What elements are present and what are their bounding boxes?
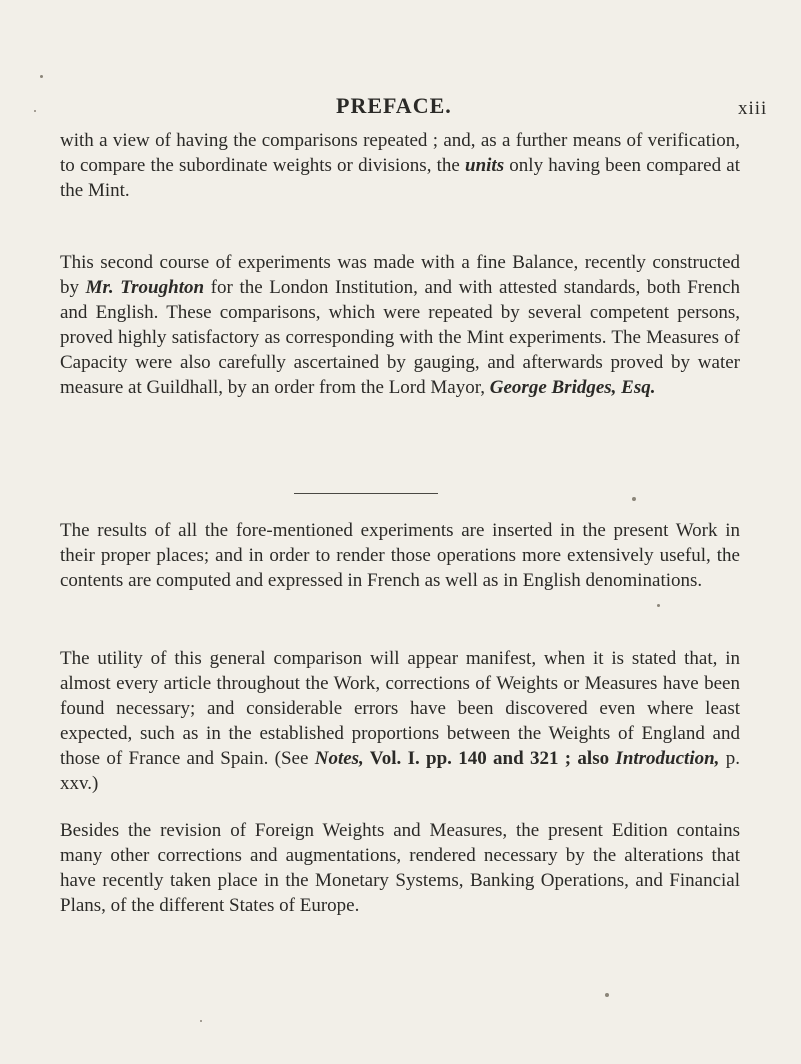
paper-speck bbox=[657, 604, 660, 607]
paragraph-3 bbox=[60, 518, 740, 593]
paper-speck bbox=[605, 993, 609, 997]
paragraph-2 bbox=[60, 250, 740, 400]
notes-reference: Notes, bbox=[314, 748, 364, 769]
paragraph-2-text-b: for the London Institution, and with attested standards, both French and English. These comparisons, which were repeated by several competent persons, proved highly satisfactory as corresponding with the Mint experiments. The Measures of Capacity were also carefully ascertained by gauging, and afterwards proved by water measure at Guildhall, by an order from the Lord Mayor, bbox=[60, 277, 741, 398]
introduction-reference: Introduction, bbox=[615, 748, 720, 769]
paragraph-1-text-b: only having been compared at the Mint. bbox=[60, 155, 740, 201]
paper-speck bbox=[40, 75, 43, 78]
paragraph-1-text-a: with a view of having the comparisons repeated ; and, as a further means of verification, to compare the subordinate weights or divisions, the bbox=[60, 130, 740, 176]
paragraph-1 bbox=[60, 128, 740, 203]
paragraph-4 bbox=[60, 646, 740, 796]
running-title: PREFACE. bbox=[336, 93, 452, 118]
paper-speck bbox=[632, 497, 636, 501]
paper-speck bbox=[34, 110, 36, 112]
troughton-name: Mr. Troughton bbox=[85, 277, 205, 298]
paper-speck bbox=[200, 1020, 202, 1022]
paragraph-3-text: The results of all the fore-mentioned experiments are inserted in the present Work in their proper places; and in order to render those operations more extensively useful, the contents are computed and expressed in French as well as in English denominations. bbox=[60, 520, 740, 591]
page-number: xiii bbox=[738, 98, 768, 119]
paragraph-5-text: Besides the revision of Foreign Weights and Measures, the present Edition contains many other corrections and augmentations, rendered necessary by the alterations that have recently taken place in the Monetary Systems, Banking Operations, and Financial Plans, of the different States of Europe. bbox=[60, 820, 740, 916]
paragraph-4-text-a: The utility of this general comparison will appear manifest, when it is stated that, in almost every article throughout the Work, corrections of Weights or Measures have been found necessary; and considerable errors have been discovered even where least expected, such as in the established proportions between the Weights of England and those of France and Spain. (See bbox=[60, 648, 740, 769]
units-emphasis: units bbox=[465, 155, 505, 176]
running-head bbox=[0, 93, 801, 123]
bridges-name: George Bridges, Esq. bbox=[489, 377, 656, 398]
paragraph-4-text-c: p. xxv.) bbox=[60, 748, 740, 794]
paragraph-4-text-b: Vol. I. pp. 140 and 321 ; also bbox=[363, 748, 616, 769]
paragraph-5 bbox=[60, 818, 740, 918]
section-divider bbox=[294, 493, 438, 494]
paragraph-2-text-a: This second course of experiments was made with a fine Balance, recently constructed by bbox=[60, 252, 740, 298]
